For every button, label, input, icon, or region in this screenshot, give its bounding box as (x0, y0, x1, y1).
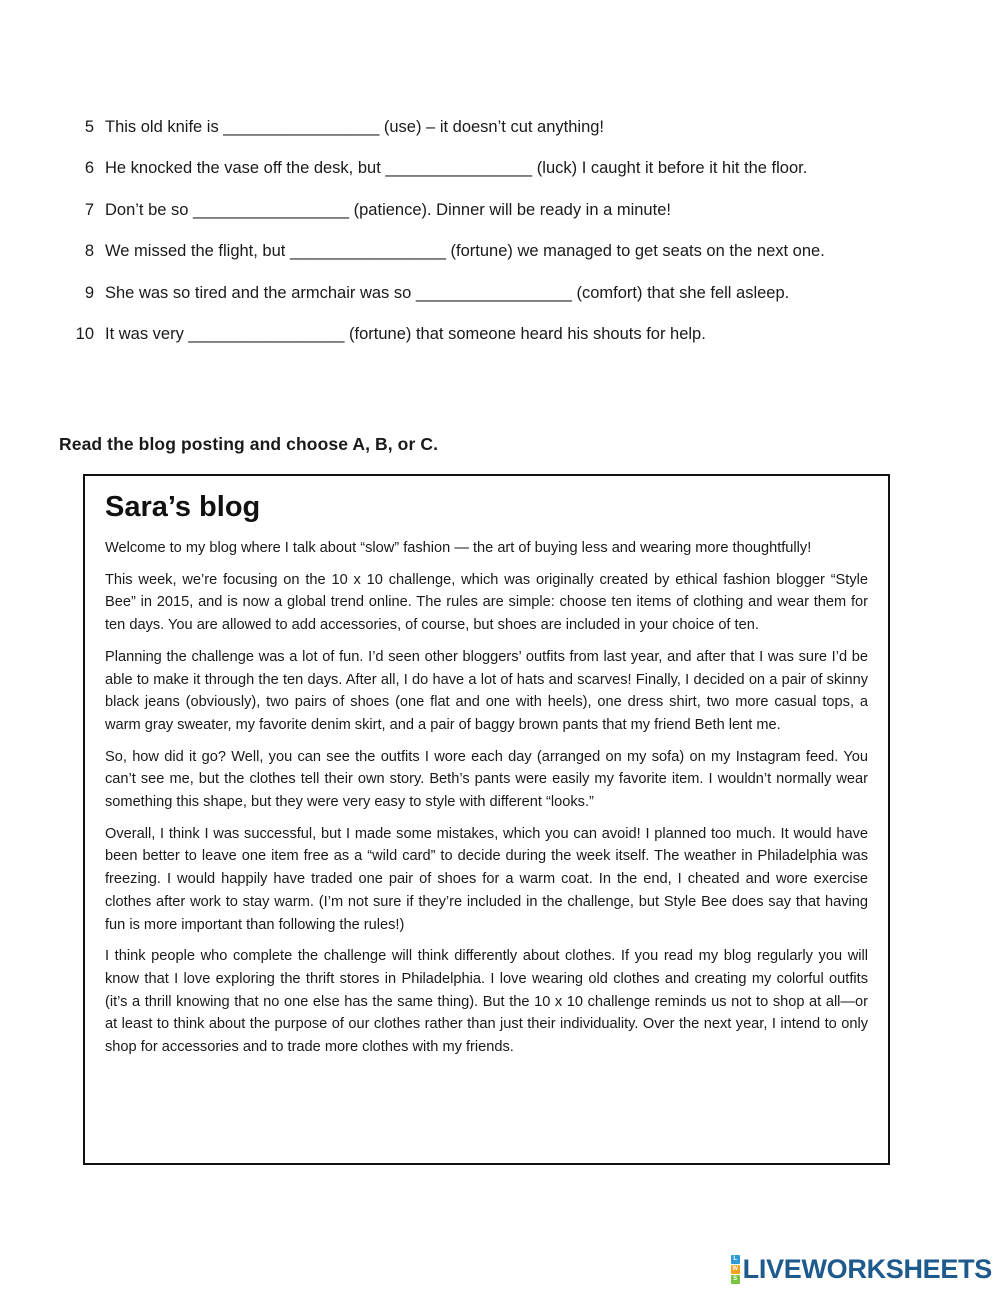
exercise-item (60, 323, 940, 364)
blog-title: Sara’s blog (105, 491, 261, 523)
liveworksheets-wordmark: LIVEWORKSHEETS (742, 1254, 992, 1284)
blog-paragraph: This week, we’re focusing on the 10 x 10 challenge, which was originally created by ethical fashion blogger “Style Bee” in 2015, and is now a global trend online. The rules are simple: choose ten items of clothing and wear them for ten days. You are allowed to add accessories, of course, but shoes are included in your choice of ten. (105, 571, 868, 634)
exercise-item (60, 157, 940, 198)
exercise-sentence: This old knife is _________________ (use) – it doesn’t cut anything! (105, 118, 605, 136)
reading-instruction: Read the blog posting and choose A, B, or C. (59, 434, 439, 454)
exercise-sentence: We missed the flight, but _________________ (fortune) we managed to get seats on the next one. (105, 242, 825, 261)
exercise-item (60, 199, 940, 240)
exercise-item (60, 116, 940, 157)
liveworksheets-icon (731, 1255, 740, 1284)
exercise-item (60, 282, 940, 323)
exercise-sentence: He knocked the vase off the desk, but ________________ (luck) I caught it before it hit the floor. (105, 159, 808, 178)
blog-paragraph: Welcome to my blog where I talk about “slow” fashion — the art of buying less and wearing more thoughtfully! (105, 540, 812, 556)
exercise-item (60, 240, 940, 281)
exercise-number: 9 (84, 283, 94, 302)
exercise-number: 5 (84, 118, 94, 136)
exercise-number: 10 (75, 324, 94, 343)
blog-paragraph: I think people who complete the challenge will think differently about clothes. If you read my blog regularly you will know that I love exploring the thrift stores in Philadelphia. I love wearing old clothes and creating my colorful outfits (it’s a thrill knowing that no one else has the same thing). But the 10 x 10 challenge reminds us not to shop at all—or at least to think about the purpose of our clothes rather than just their individuality. Over the next year, I intend to only shop for accessories and to trade more clothes with my friends. (105, 948, 868, 1056)
exercise-number: 8 (84, 242, 94, 261)
blog-paragraph: Planning the challenge was a lot of fun. I’d seen other bloggers’ outfits from last year, and after that I was sure I’d be able to make it through the ten days. After all, I do have a lot of hats and scarves! Finally, I decided on a pair of skinny black jeans (obviously), two pairs of shoes (one flat and one with heels), one dress shirt, two more casual tops, a warm gray sweater, my favorite denim skirt, and a pair of baggy brown pants that my friend Beth lent me. (105, 648, 868, 733)
logo-block-l: L (731, 1255, 740, 1264)
blog-post-box (83, 474, 890, 1165)
logo-block-w: W (732, 1265, 738, 1272)
liveworksheets-logo (731, 1254, 992, 1284)
exercise-sentence: She was so tired and the armchair was so _________________ (comfort) that she fell asleep. (105, 283, 790, 302)
blog-paragraph: So, how did it go? Well, you can see the outfits I wore each day (arranged on my sofa) on my Instagram feed. You can’t see me, but the clothes tell their own story. Beth’s pants were easily my favorite item. I wouldn’t normally wear something this shape, but they were very easy to style with different “looks.” (105, 748, 868, 811)
blog-paragraph: Overall, I think I was successful, but I made some mistakes, which you can avoid! I planned too much. It would have been better to leave one item free as a “wild card” to decide during the week itself. The weather in Philadelphia was freezing. I would happily have traded one pair of shoes for a warm coat. In the end, I cheated and wore exercise clothes after work to stay warm. (I’m not sure if they’re included in the challenge, but Style Bee does say that having fun is more important than following the rules!) (105, 825, 868, 933)
logo-block-s: S (731, 1275, 740, 1284)
exercise-list (60, 116, 940, 364)
exercise-sentence: It was very _________________ (fortune) that someone heard his shouts for help. (105, 324, 706, 343)
exercise-sentence: Don’t be so _________________ (patience). Dinner will be ready in a minute! (105, 200, 671, 219)
exercise-number: 6 (84, 159, 94, 178)
exercise-number: 7 (84, 200, 94, 219)
